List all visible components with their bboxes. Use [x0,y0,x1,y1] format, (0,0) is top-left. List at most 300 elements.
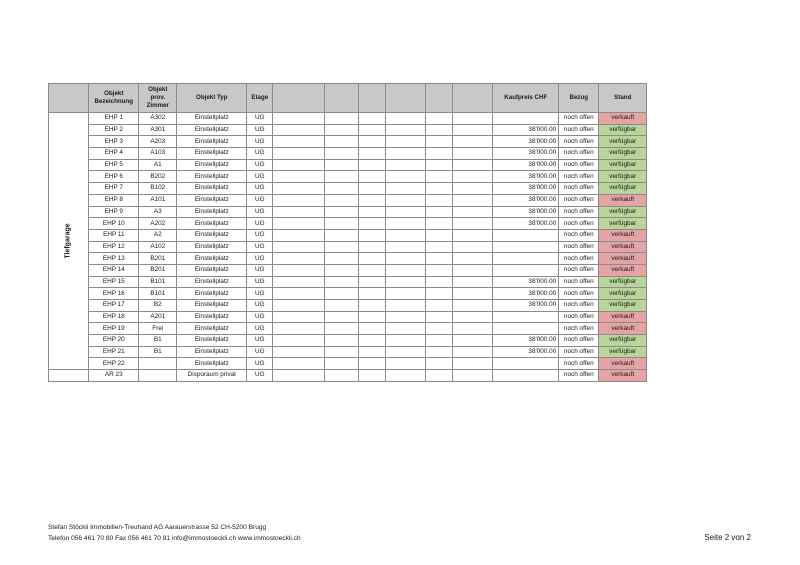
cell-empty [273,241,325,253]
cell-stand: verfügbar [599,136,647,148]
cell-etage: UG [247,323,273,335]
cell-bezeichnung: EHP 4 [89,148,139,160]
cell-kaufpreis [493,253,559,265]
cell-etage: UG [247,171,273,183]
cell-zimmer: A2 [139,229,177,241]
cell-empty [426,241,453,253]
cell-bezug: noch offen [559,335,599,347]
cell-etage: UG [247,124,273,136]
cell-empty [426,183,453,195]
cell-bezeichnung: EHP 10 [89,218,139,230]
cell-empty [426,253,453,265]
cell-typ: Einstellplatz [177,194,247,206]
cell-zimmer: B102 [139,183,177,195]
cell-typ: Einstellplatz [177,346,247,358]
cell-empty [325,311,359,323]
cell-stand: verfügbar [599,300,647,312]
cell-empty [359,148,386,160]
cell-kaufpreis [493,358,559,370]
cell-etage: UG [247,206,273,218]
cell-empty [453,335,493,347]
cell-stand: verfügbar [599,171,647,183]
cell-kaufpreis: 38'000.00 [493,300,559,312]
cell-stand: verfügbar [599,276,647,288]
cell-bezeichnung: EHP 5 [89,159,139,171]
cell-empty [359,358,386,370]
cell-empty [386,276,426,288]
cell-empty [453,300,493,312]
footer-contact: Telefon 056 461 70 80 Fax 056 461 70 81 info@immostoeckli.ch www.immostoeckli.ch [48,535,301,542]
cell-stand: verfügbar [599,159,647,171]
cell-kaufpreis: 38'000.00 [493,136,559,148]
table-row [49,159,647,171]
table-row [49,229,647,241]
cell-stand: verkauft [599,253,647,265]
table-row [49,253,647,265]
cell-empty [325,218,359,230]
table-row [49,194,647,206]
table-row [49,171,647,183]
cell-stand: verkauft [599,264,647,276]
cell-bezeichnung: AR 23 [89,370,139,382]
cell-empty [386,300,426,312]
cell-empty [386,253,426,265]
cell-typ: Einstellplatz [177,113,247,125]
cell-empty [359,346,386,358]
cell-empty [325,358,359,370]
cell-empty [386,370,426,382]
cell-kaufpreis [493,323,559,335]
table-row [49,300,647,312]
cell-etage: UG [247,148,273,160]
cell-empty [426,370,453,382]
cell-zimmer: Frei [139,323,177,335]
cell-zimmer [139,358,177,370]
cell-stand: verfügbar [599,218,647,230]
cell-empty [386,194,426,206]
cell-empty [359,311,386,323]
table-body [49,113,647,382]
group-label: Tiefgarage [64,223,72,259]
header-stand: Stand [599,84,647,113]
cell-etage: UG [247,253,273,265]
cell-typ: Einstellplatz [177,335,247,347]
cell-empty [273,346,325,358]
footer-address: Stefan Stöckli Immobilien-Treuhand AG Aarauerstrasse 52 CH-5200 Brugg [48,524,267,531]
cell-zimmer: A203 [139,136,177,148]
cell-empty [426,159,453,171]
cell-zimmer [139,370,177,382]
cell-empty [325,148,359,160]
cell-empty [453,253,493,265]
cell-empty [359,241,386,253]
cell-zimmer: B1 [139,346,177,358]
cell-empty [359,159,386,171]
cell-zimmer: B1 [139,335,177,347]
cell-empty [426,276,453,288]
cell-empty [386,311,426,323]
cell-bezeichnung: EHP 19 [89,323,139,335]
cell-bezug: noch offen [559,311,599,323]
cell-bezeichnung: EHP 20 [89,335,139,347]
cell-empty [359,323,386,335]
cell-empty [426,194,453,206]
cell-empty [273,183,325,195]
cell-bezug: noch offen [559,113,599,125]
cell-zimmer: A102 [139,241,177,253]
cell-typ: Disporaum privat [177,370,247,382]
cell-empty [359,370,386,382]
cell-bezug: noch offen [559,346,599,358]
header-empty-4 [386,84,426,113]
cell-empty [453,264,493,276]
table-row [49,136,647,148]
cell-stand: verkauft [599,229,647,241]
cell-empty [426,264,453,276]
cell-bezeichnung: EHP 7 [89,183,139,195]
cell-kaufpreis [493,264,559,276]
table-header-row [49,84,647,113]
group-empty-cell [49,370,89,382]
group-label-cell [49,113,89,370]
cell-empty [453,346,493,358]
cell-empty [273,335,325,347]
cell-kaufpreis [493,241,559,253]
cell-kaufpreis: 38'000.00 [493,194,559,206]
cell-empty [325,194,359,206]
cell-etage: UG [247,229,273,241]
cell-kaufpreis: 38'000.00 [493,335,559,347]
cell-empty [453,159,493,171]
cell-zimmer: A202 [139,218,177,230]
cell-empty [325,124,359,136]
cell-bezug: noch offen [559,229,599,241]
cell-empty [386,229,426,241]
cell-empty [453,323,493,335]
cell-empty [359,229,386,241]
table-row [49,183,647,195]
cell-empty [273,358,325,370]
cell-stand: verkauft [599,311,647,323]
cell-empty [273,171,325,183]
cell-typ: Einstellplatz [177,241,247,253]
header-bezug: Bezug [559,84,599,113]
cell-kaufpreis: 38'000.00 [493,159,559,171]
cell-etage: UG [247,276,273,288]
cell-stand: verkauft [599,370,647,382]
cell-bezug: noch offen [559,206,599,218]
cell-empty [386,323,426,335]
cell-etage: UG [247,370,273,382]
cell-etage: UG [247,358,273,370]
cell-empty [359,264,386,276]
header-kaufpreis: Kaufpreis CHF [493,84,559,113]
header-empty-1 [273,84,325,113]
cell-zimmer: A301 [139,124,177,136]
cell-stand: verkauft [599,194,647,206]
cell-kaufpreis [493,113,559,125]
cell-empty [386,335,426,347]
cell-bezeichnung: EHP 11 [89,229,139,241]
table-row [49,264,647,276]
cell-bezug: noch offen [559,323,599,335]
cell-bezug: noch offen [559,264,599,276]
cell-etage: UG [247,159,273,171]
header-corner [49,84,89,113]
cell-stand: verfügbar [599,183,647,195]
cell-kaufpreis: 38'000.00 [493,276,559,288]
cell-typ: Einstellplatz [177,311,247,323]
cell-bezeichnung: EHP 22 [89,358,139,370]
cell-empty [273,136,325,148]
cell-empty [453,241,493,253]
cell-empty [386,183,426,195]
cell-stand: verkauft [599,113,647,125]
cell-empty [273,311,325,323]
table-row [49,113,647,125]
cell-bezug: noch offen [559,183,599,195]
cell-empty [273,206,325,218]
cell-kaufpreis: 38'000.00 [493,218,559,230]
cell-stand: verkauft [599,358,647,370]
cell-bezug: noch offen [559,194,599,206]
cell-empty [426,300,453,312]
cell-empty [426,136,453,148]
cell-typ: Einstellplatz [177,148,247,160]
cell-etage: UG [247,300,273,312]
cell-empty [325,264,359,276]
cell-etage: UG [247,335,273,347]
cell-bezug: noch offen [559,136,599,148]
cell-empty [426,171,453,183]
cell-empty [359,276,386,288]
cell-typ: Einstellplatz [177,264,247,276]
cell-typ: Einstellplatz [177,358,247,370]
cell-bezug: noch offen [559,241,599,253]
cell-bezug: noch offen [559,300,599,312]
cell-empty [359,288,386,300]
cell-empty [359,124,386,136]
cell-kaufpreis [493,370,559,382]
cell-etage: UG [247,136,273,148]
cell-empty [273,288,325,300]
cell-zimmer: A201 [139,311,177,323]
cell-empty [453,183,493,195]
cell-zimmer: A103 [139,148,177,160]
cell-zimmer: B202 [139,171,177,183]
cell-empty [453,206,493,218]
cell-etage: UG [247,194,273,206]
cell-empty [359,218,386,230]
cell-bezeichnung: EHP 2 [89,124,139,136]
header-zimmer: Objekt prov. Zimmer [139,84,177,113]
cell-typ: Einstellplatz [177,159,247,171]
cell-stand: verfügbar [599,335,647,347]
cell-bezug: noch offen [559,370,599,382]
cell-bezeichnung: EHP 14 [89,264,139,276]
cell-empty [386,218,426,230]
cell-empty [453,218,493,230]
cell-empty [426,288,453,300]
cell-typ: Einstellplatz [177,253,247,265]
cell-kaufpreis: 38'000.00 [493,171,559,183]
cell-kaufpreis: 38'000.00 [493,148,559,160]
cell-empty [273,276,325,288]
cell-empty [359,253,386,265]
table-row [49,276,647,288]
cell-typ: Einstellplatz [177,171,247,183]
cell-zimmer: B201 [139,264,177,276]
cell-typ: Einstellplatz [177,218,247,230]
cell-stand: verfügbar [599,288,647,300]
cell-bezug: noch offen [559,288,599,300]
cell-empty [325,229,359,241]
cell-empty [453,229,493,241]
cell-empty [426,323,453,335]
cell-empty [325,346,359,358]
cell-empty [273,264,325,276]
cell-empty [453,124,493,136]
cell-bezug: noch offen [559,159,599,171]
cell-kaufpreis: 38'000.00 [493,124,559,136]
cell-empty [386,241,426,253]
cell-empty [453,171,493,183]
cell-zimmer: A3 [139,206,177,218]
cell-bezug: noch offen [559,148,599,160]
cell-empty [386,113,426,125]
table-row [49,323,647,335]
cell-empty [386,136,426,148]
cell-empty [273,323,325,335]
cell-empty [453,276,493,288]
cell-bezeichnung: EHP 6 [89,171,139,183]
cell-empty [426,346,453,358]
cell-empty [386,148,426,160]
cell-zimmer: A1 [139,159,177,171]
cell-empty [273,229,325,241]
cell-empty [453,358,493,370]
cell-typ: Einstellplatz [177,276,247,288]
cell-etage: UG [247,113,273,125]
table-row [49,311,647,323]
cell-bezeichnung: EHP 8 [89,194,139,206]
cell-typ: Einstellplatz [177,300,247,312]
cell-bezug: noch offen [559,124,599,136]
cell-kaufpreis: 38'000.00 [493,206,559,218]
cell-stand: verkauft [599,323,647,335]
table-row [49,335,647,347]
cell-empty [273,113,325,125]
cell-empty [453,148,493,160]
cell-bezeichnung: EHP 12 [89,241,139,253]
cell-empty [426,148,453,160]
table-row [49,370,647,382]
cell-empty [359,113,386,125]
header-empty-6 [453,84,493,113]
cell-empty [453,288,493,300]
cell-empty [325,288,359,300]
cell-empty [273,218,325,230]
table-row [49,358,647,370]
cell-empty [453,194,493,206]
cell-empty [453,113,493,125]
table-row [49,124,647,136]
cell-kaufpreis: 38'000.00 [493,288,559,300]
cell-typ: Einstellplatz [177,136,247,148]
cell-bezeichnung: EHP 3 [89,136,139,148]
cell-empty [426,218,453,230]
units-table [48,83,647,382]
cell-bezeichnung: EHP 16 [89,288,139,300]
cell-kaufpreis: 38'000.00 [493,346,559,358]
cell-typ: Einstellplatz [177,124,247,136]
cell-bezeichnung: EHP 13 [89,253,139,265]
cell-empty [273,124,325,136]
cell-stand: verfügbar [599,346,647,358]
cell-empty [386,346,426,358]
cell-kaufpreis [493,229,559,241]
table-row [49,241,647,253]
cell-bezug: noch offen [559,218,599,230]
cell-stand: verkauft [599,241,647,253]
cell-empty [273,300,325,312]
cell-empty [359,335,386,347]
cell-bezug: noch offen [559,171,599,183]
cell-empty [386,288,426,300]
cell-bezeichnung: EHP 17 [89,300,139,312]
cell-empty [426,229,453,241]
cell-kaufpreis [493,311,559,323]
header-empty-2 [325,84,359,113]
cell-empty [359,206,386,218]
cell-bezeichnung: EHP 21 [89,346,139,358]
cell-etage: UG [247,346,273,358]
cell-empty [426,335,453,347]
cell-empty [453,370,493,382]
cell-typ: Einstellplatz [177,323,247,335]
cell-etage: UG [247,183,273,195]
cell-stand: verfügbar [599,148,647,160]
cell-empty [359,171,386,183]
cell-etage: UG [247,241,273,253]
cell-empty [273,253,325,265]
cell-empty [386,124,426,136]
cell-empty [273,148,325,160]
header-empty-3 [359,84,386,113]
cell-zimmer: A101 [139,194,177,206]
table-row [49,288,647,300]
cell-empty [273,370,325,382]
cell-empty [426,206,453,218]
cell-zimmer: B101 [139,276,177,288]
cell-empty [359,194,386,206]
cell-etage: UG [247,311,273,323]
cell-empty [325,300,359,312]
header-typ: Objekt Typ [177,84,247,113]
cell-etage: UG [247,218,273,230]
cell-etage: UG [247,288,273,300]
cell-empty [426,358,453,370]
cell-bezug: noch offen [559,358,599,370]
cell-stand: verfügbar [599,206,647,218]
cell-zimmer: B101 [139,288,177,300]
cell-empty [325,113,359,125]
cell-empty [325,241,359,253]
cell-bezeichnung: EHP 15 [89,276,139,288]
table-row [49,346,647,358]
cell-empty [386,159,426,171]
cell-empty [325,136,359,148]
